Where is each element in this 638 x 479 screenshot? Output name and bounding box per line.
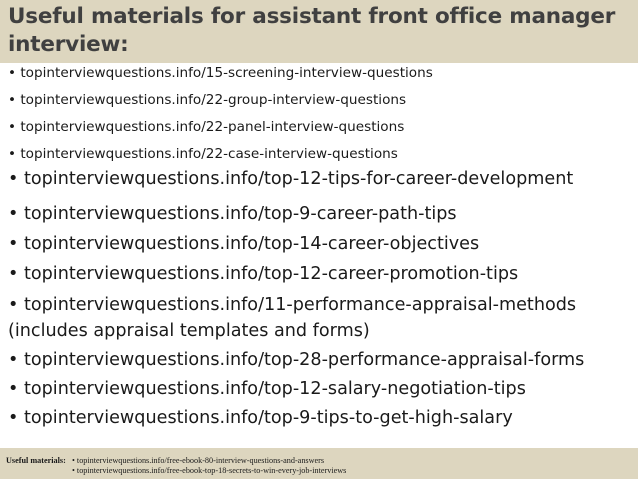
page-title bbox=[8, 3, 633, 59]
link-item[interactable]: • topinterviewquestions.info/top-12-salary-negotiation-tips bbox=[8, 379, 526, 399]
link-item[interactable]: • topinterviewquestions.info/top-9-tips-to-get-high-salary bbox=[8, 408, 513, 428]
footer-link[interactable]: • topinterviewquestions.info/free-ebook-top-18-secrets-to-win-every-job-interviews bbox=[72, 466, 347, 475]
link-list bbox=[0, 63, 638, 448]
link-item[interactable]: • topinterviewquestions.info/top-12-career-promotion-tips bbox=[8, 264, 519, 284]
link-item[interactable]: • topinterviewquestions.info/11-performance-appraisal-methods (includes appraisal templates and forms) bbox=[8, 295, 577, 341]
footer-link[interactable]: • topinterviewquestions.info/free-ebook-80-interview-questions-and-answers bbox=[72, 456, 325, 465]
page-title-line-1: Useful materials for assistant front office manager bbox=[8, 4, 616, 29]
link-item[interactable]: • topinterviewquestions.info/15-screening-interview-questions bbox=[8, 65, 433, 81]
page-title-line-2: interview: bbox=[8, 32, 129, 57]
link-item[interactable]: • topinterviewquestions.info/top-28-performance-appraisal-forms bbox=[8, 350, 585, 370]
footer-label: Useful materials: bbox=[6, 456, 66, 465]
footer-banner bbox=[0, 448, 638, 479]
link-item[interactable]: • topinterviewquestions.info/22-group-interview-questions bbox=[8, 92, 407, 108]
title-banner bbox=[0, 0, 638, 63]
link-item[interactable]: • topinterviewquestions.info/top-14-career-objectives bbox=[8, 234, 480, 254]
link-item[interactable]: • topinterviewquestions.info/22-panel-interview-questions bbox=[8, 119, 405, 135]
link-item[interactable]: • topinterviewquestions.info/22-case-interview-questions bbox=[8, 146, 398, 162]
link-item[interactable]: • topinterviewquestions.info/top-12-tips-for-career-development bbox=[8, 169, 574, 189]
link-item[interactable]: • topinterviewquestions.info/top-9-career-path-tips bbox=[8, 204, 457, 224]
